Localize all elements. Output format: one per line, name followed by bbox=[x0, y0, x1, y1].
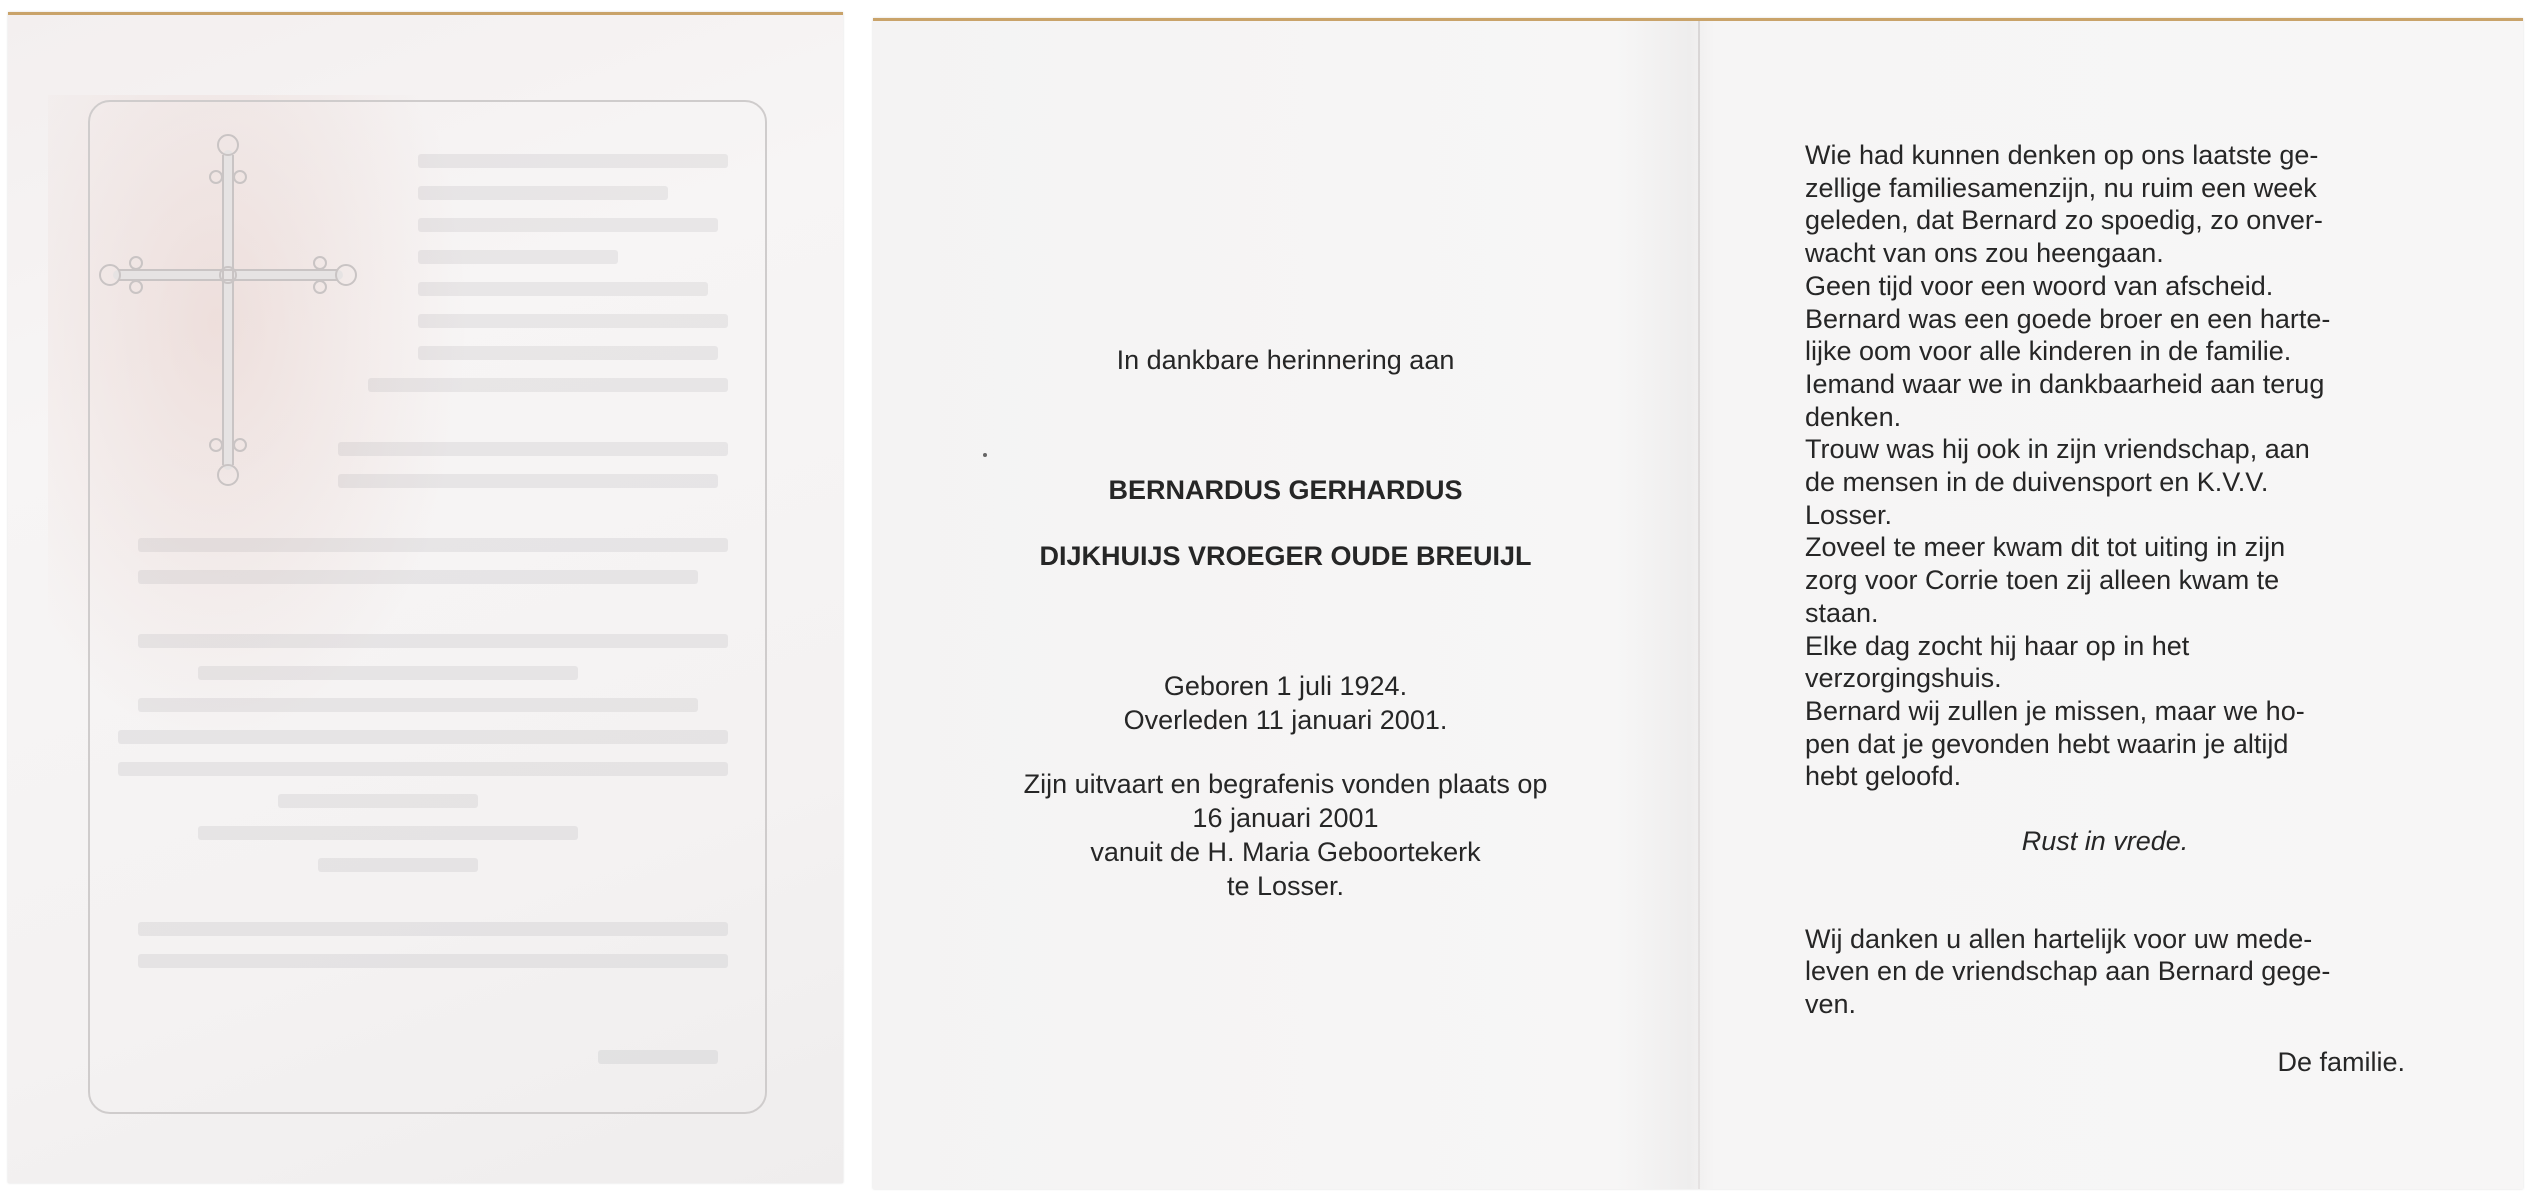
text-line: Losser. bbox=[1805, 499, 1893, 530]
text-line: Elke dag zocht hij haar op in het bbox=[1805, 630, 2190, 661]
funeral-church: vanuit de H. Maria Geboortekerk bbox=[1090, 837, 1481, 867]
text-line: wacht van ons zou heengaan. bbox=[1805, 238, 2164, 269]
funeral-info bbox=[873, 767, 1698, 903]
text-line: leven en de vriendschap aan Bernard gege- bbox=[1805, 956, 2331, 987]
card-right-panel bbox=[1805, 139, 2405, 1079]
death-date: Overleden 11 januari 2001. bbox=[1123, 705, 1448, 735]
card-left-panel bbox=[873, 21, 1698, 1189]
text-line: hebt geloofd. bbox=[1805, 761, 1962, 792]
text-line: denken. bbox=[1805, 401, 1902, 432]
text-line: geleden, dat Bernard zo spoedig, zo onver- bbox=[1805, 205, 2323, 236]
text-line: de mensen in de duivensport en K.V.V. bbox=[1805, 467, 2269, 498]
text-line: lijke oom voor alle kinderen in de familie. bbox=[1805, 336, 2292, 367]
intro-text: In dankbare herinnering aan bbox=[1116, 345, 1455, 375]
text-line: ven. bbox=[1805, 989, 1857, 1020]
card-inside bbox=[873, 18, 2523, 1189]
signature: De familie. bbox=[2277, 1046, 2405, 1077]
life-dates bbox=[873, 669, 1698, 737]
rest-in-peace: Rust in vrede. bbox=[2021, 826, 2189, 857]
text-line: Bernard wij zullen je missen, maar we ho- bbox=[1805, 695, 2305, 726]
text-line: zorg voor Corrie toen zij alleen kwam te bbox=[1805, 565, 2280, 596]
text-line: Geen tijd voor een woord van afscheid. bbox=[1805, 270, 2274, 301]
text-line: pen dat je gevonden hebt waarin je altijd bbox=[1805, 728, 2289, 759]
deceased-name-line1: BERNARDUS GERHARDUS bbox=[1108, 475, 1463, 505]
funeral-date: 16 januari 2001 bbox=[1192, 803, 1379, 833]
memorial-text bbox=[1805, 139, 2405, 793]
text-line: Trouw was hij ook in zijn vriendschap, aan bbox=[1805, 434, 2310, 465]
birth-date: Geboren 1 juli 1924. bbox=[1163, 671, 1408, 701]
paper-speck bbox=[983, 453, 987, 457]
text-line: zellige familiesamenzijn, nu ruim een week bbox=[1805, 172, 2317, 203]
funeral-line: Zijn uitvaart en begrafenis vonden plaats op bbox=[1023, 769, 1548, 799]
text-line: Iemand waar we in dankbaarheid aan terug bbox=[1805, 368, 2325, 399]
deceased-name-line2: DIJKHUIJS VROEGER OUDE BREUIJL bbox=[1039, 541, 1532, 571]
card-back bbox=[8, 12, 843, 1183]
text-line: staan. bbox=[1805, 597, 1879, 628]
funeral-place: te Losser. bbox=[1226, 871, 1345, 901]
text-line: Wie had kunnen denken op ons laatste ge- bbox=[1805, 140, 2319, 170]
text-line: Wij danken u allen hartelijk voor uw mede- bbox=[1805, 923, 2313, 954]
thanks-text bbox=[1805, 923, 2405, 1021]
text-line: verzorgingshuis. bbox=[1805, 663, 2002, 694]
text-line: Zoveel te meer kwam dit tot uiting in zijn bbox=[1805, 532, 2286, 563]
text-line: Bernard was een goede broer en een harte- bbox=[1805, 303, 2331, 334]
show-through-text bbox=[118, 145, 738, 1073]
card-fold bbox=[1698, 21, 1700, 1189]
